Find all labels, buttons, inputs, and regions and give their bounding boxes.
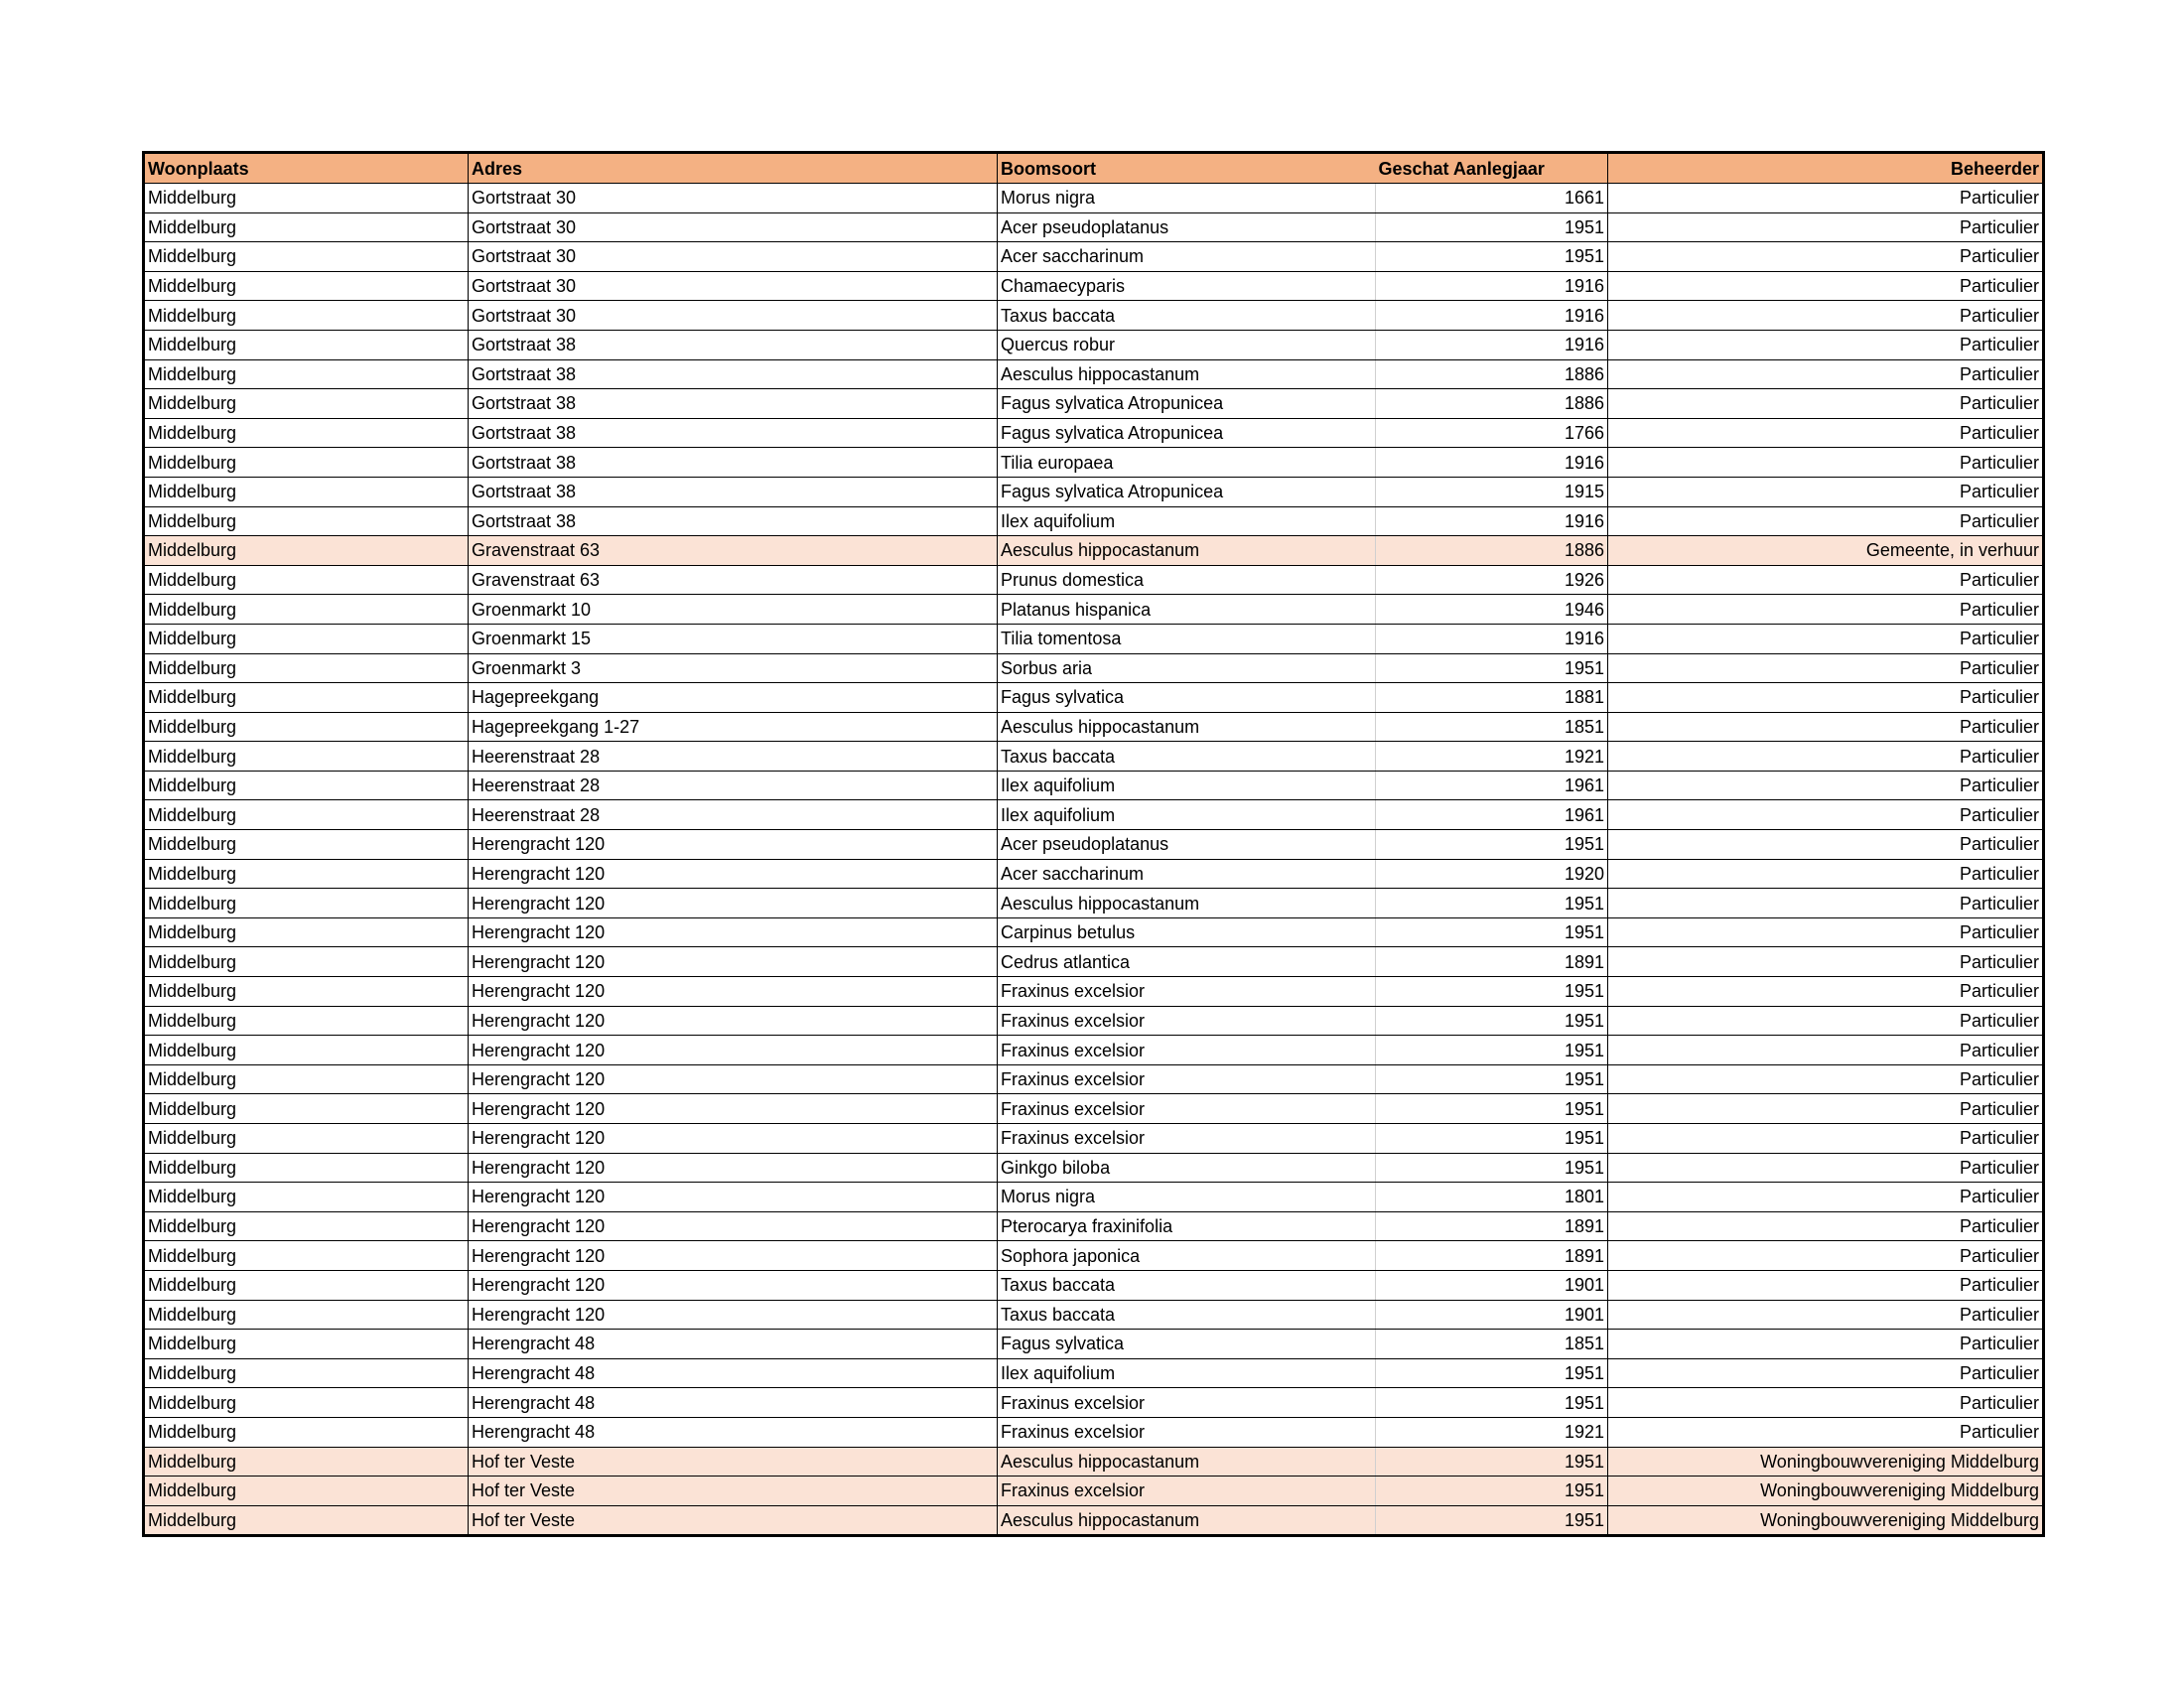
table-row <box>144 977 2044 1007</box>
aanlegjaar-cell: 1951 <box>1376 1477 1608 1506</box>
aanlegjaar-cell: 1951 <box>1376 653 1608 683</box>
aanlegjaar-cell: 1916 <box>1376 330 1608 359</box>
adres-cell: Gortstraat 38 <box>469 359 998 389</box>
adres-cell: Hof ter Veste <box>469 1447 998 1477</box>
adres-cell: Herengracht 120 <box>469 1006 998 1036</box>
boomsoort-cell: Taxus baccata <box>998 1270 1376 1300</box>
aanlegjaar-cell: 1916 <box>1376 301 1608 331</box>
beheerder-cell: Particulier <box>1608 242 2044 272</box>
woonplaats-cell: Middelburg <box>144 800 469 830</box>
adres-cell: Herengracht 120 <box>469 889 998 918</box>
adres-cell: Hof ter Veste <box>469 1477 998 1506</box>
woonplaats-cell: Middelburg <box>144 1153 469 1183</box>
boomsoort-cell: Fagus sylvatica <box>998 1330 1376 1359</box>
woonplaats-cell: Middelburg <box>144 653 469 683</box>
boomsoort-cell: Sorbus aria <box>998 653 1376 683</box>
aanlegjaar-cell: 1951 <box>1376 1006 1608 1036</box>
aanlegjaar-cell: 1921 <box>1376 742 1608 772</box>
adres-cell: Gortstraat 38 <box>469 389 998 419</box>
table-row <box>144 301 2044 331</box>
aanlegjaar-cell: 1915 <box>1376 477 1608 506</box>
boomsoort-cell: Tilia europaea <box>998 448 1376 478</box>
beheerder-cell: Gemeente, in verhuur <box>1608 536 2044 566</box>
table-row <box>144 917 2044 947</box>
beheerder-cell: Particulier <box>1608 418 2044 448</box>
adres-cell: Hagepreekgang <box>469 683 998 713</box>
boomsoort-cell: Aesculus hippocastanum <box>998 712 1376 742</box>
table-row <box>144 1358 2044 1388</box>
beheerder-cell: Particulier <box>1608 624 2044 653</box>
woonplaats-cell: Middelburg <box>144 1006 469 1036</box>
beheerder-cell: Particulier <box>1608 889 2044 918</box>
adres-cell: Gortstraat 30 <box>469 271 998 301</box>
adres-cell: Gortstraat 30 <box>469 301 998 331</box>
boomsoort-cell: Morus nigra <box>998 1183 1376 1212</box>
aanlegjaar-cell: 1891 <box>1376 1211 1608 1241</box>
boomsoort-cell: Aesculus hippocastanum <box>998 536 1376 566</box>
boomsoort-cell: Aesculus hippocastanum <box>998 889 1376 918</box>
boomsoort-cell: Fraxinus excelsior <box>998 1417 1376 1447</box>
aanlegjaar-cell: 1951 <box>1376 1124 1608 1154</box>
aanlegjaar-cell: 1901 <box>1376 1300 1608 1330</box>
adres-cell: Heerenstraat 28 <box>469 800 998 830</box>
beheerder-cell: Particulier <box>1608 1006 2044 1036</box>
aanlegjaar-cell: 1951 <box>1376 242 1608 272</box>
woonplaats-cell: Middelburg <box>144 359 469 389</box>
beheerder-cell: Particulier <box>1608 1417 2044 1447</box>
boomsoort-cell: Taxus baccata <box>998 301 1376 331</box>
aanlegjaar-cell: 1951 <box>1376 1094 1608 1124</box>
adres-cell: Herengracht 120 <box>469 1183 998 1212</box>
beheerder-cell: Particulier <box>1608 800 2044 830</box>
header-woonplaats: Woonplaats <box>144 153 469 184</box>
adres-cell: Herengracht 120 <box>469 1270 998 1300</box>
table-row <box>144 947 2044 977</box>
beheerder-cell: Particulier <box>1608 742 2044 772</box>
woonplaats-cell: Middelburg <box>144 184 469 213</box>
adres-cell: Groenmarkt 10 <box>469 595 998 625</box>
table-row <box>144 1447 2044 1477</box>
table-row <box>144 1270 2044 1300</box>
aanlegjaar-cell: 1921 <box>1376 1417 1608 1447</box>
table-row <box>144 1300 2044 1330</box>
beheerder-cell: Particulier <box>1608 683 2044 713</box>
boomsoort-cell: Ilex aquifolium <box>998 800 1376 830</box>
woonplaats-cell: Middelburg <box>144 771 469 800</box>
table-row <box>144 800 2044 830</box>
boomsoort-cell: Acer saccharinum <box>998 859 1376 889</box>
table-row <box>144 1477 2044 1506</box>
woonplaats-cell: Middelburg <box>144 830 469 860</box>
header-row <box>144 153 2044 184</box>
beheerder-cell: Woningbouwvereniging Middelburg <box>1608 1447 2044 1477</box>
beheerder-cell: Particulier <box>1608 1124 2044 1154</box>
table-row <box>144 859 2044 889</box>
table-row <box>144 418 2044 448</box>
boomsoort-cell: Ilex aquifolium <box>998 771 1376 800</box>
adres-cell: Gortstraat 30 <box>469 184 998 213</box>
boomsoort-cell: Fraxinus excelsior <box>998 1094 1376 1124</box>
table-row <box>144 536 2044 566</box>
boomsoort-cell: Acer pseudoplatanus <box>998 830 1376 860</box>
table-row <box>144 1330 2044 1359</box>
adres-cell: Heerenstraat 28 <box>469 771 998 800</box>
aanlegjaar-cell: 1951 <box>1376 1036 1608 1065</box>
table-row <box>144 653 2044 683</box>
table-row <box>144 1505 2044 1536</box>
aanlegjaar-cell: 1961 <box>1376 800 1608 830</box>
adres-cell: Herengracht 120 <box>469 947 998 977</box>
woonplaats-cell: Middelburg <box>144 917 469 947</box>
aanlegjaar-cell: 1951 <box>1376 830 1608 860</box>
table-row <box>144 1241 2044 1271</box>
adres-cell: Herengracht 120 <box>469 1094 998 1124</box>
woonplaats-cell: Middelburg <box>144 477 469 506</box>
woonplaats-cell: Middelburg <box>144 1447 469 1477</box>
boomsoort-cell: Ilex aquifolium <box>998 506 1376 536</box>
boomsoort-cell: Tilia tomentosa <box>998 624 1376 653</box>
adres-cell: Hagepreekgang 1-27 <box>469 712 998 742</box>
beheerder-cell: Particulier <box>1608 301 2044 331</box>
beheerder-cell: Particulier <box>1608 859 2044 889</box>
adres-cell: Gortstraat 30 <box>469 212 998 242</box>
beheerder-cell: Particulier <box>1608 1241 2044 1271</box>
aanlegjaar-cell: 1951 <box>1376 1064 1608 1094</box>
adres-cell: Gortstraat 30 <box>469 242 998 272</box>
adres-cell: Gortstraat 38 <box>469 448 998 478</box>
aanlegjaar-cell: 1951 <box>1376 212 1608 242</box>
beheerder-cell: Particulier <box>1608 1153 2044 1183</box>
beheerder-cell: Particulier <box>1608 506 2044 536</box>
adres-cell: Herengracht 48 <box>469 1417 998 1447</box>
adres-cell: Herengracht 48 <box>469 1388 998 1418</box>
table-row <box>144 624 2044 653</box>
adres-cell: Gortstraat 38 <box>469 418 998 448</box>
boomsoort-cell: Pterocarya fraxinifolia <box>998 1211 1376 1241</box>
woonplaats-cell: Middelburg <box>144 418 469 448</box>
aanlegjaar-cell: 1951 <box>1376 1447 1608 1477</box>
beheerder-cell: Particulier <box>1608 448 2044 478</box>
aanlegjaar-cell: 1951 <box>1376 1358 1608 1388</box>
boomsoort-cell: Fraxinus excelsior <box>998 1036 1376 1065</box>
boomsoort-cell: Fagus sylvatica Atropunicea <box>998 389 1376 419</box>
table-row <box>144 830 2044 860</box>
beheerder-cell: Particulier <box>1608 1064 2044 1094</box>
aanlegjaar-cell: 1891 <box>1376 1241 1608 1271</box>
woonplaats-cell: Middelburg <box>144 1211 469 1241</box>
boomsoort-cell: Cedrus atlantica <box>998 947 1376 977</box>
woonplaats-cell: Middelburg <box>144 712 469 742</box>
aanlegjaar-cell: 1920 <box>1376 859 1608 889</box>
table-row <box>144 1064 2044 1094</box>
woonplaats-cell: Middelburg <box>144 977 469 1007</box>
boomsoort-cell: Ginkgo biloba <box>998 1153 1376 1183</box>
table-row <box>144 712 2044 742</box>
beheerder-cell: Particulier <box>1608 389 2044 419</box>
aanlegjaar-cell: 1926 <box>1376 565 1608 595</box>
woonplaats-cell: Middelburg <box>144 301 469 331</box>
boomsoort-cell: Fraxinus excelsior <box>998 1006 1376 1036</box>
beheerder-cell: Particulier <box>1608 1211 2044 1241</box>
woonplaats-cell: Middelburg <box>144 565 469 595</box>
beheerder-cell: Particulier <box>1608 565 2044 595</box>
woonplaats-cell: Middelburg <box>144 330 469 359</box>
woonplaats-cell: Middelburg <box>144 1358 469 1388</box>
boomsoort-cell: Quercus robur <box>998 330 1376 359</box>
woonplaats-cell: Middelburg <box>144 1388 469 1418</box>
woonplaats-cell: Middelburg <box>144 889 469 918</box>
table-row <box>144 742 2044 772</box>
boomsoort-cell: Morus nigra <box>998 184 1376 213</box>
woonplaats-cell: Middelburg <box>144 1241 469 1271</box>
beheerder-cell: Particulier <box>1608 1183 2044 1212</box>
beheerder-cell: Particulier <box>1608 1270 2044 1300</box>
beheerder-cell: Particulier <box>1608 1036 2044 1065</box>
woonplaats-cell: Middelburg <box>144 595 469 625</box>
table-row <box>144 683 2044 713</box>
woonplaats-cell: Middelburg <box>144 506 469 536</box>
woonplaats-cell: Middelburg <box>144 1124 469 1154</box>
adres-cell: Gortstraat 38 <box>469 330 998 359</box>
boomsoort-cell: Fraxinus excelsior <box>998 977 1376 1007</box>
table-row <box>144 1388 2044 1418</box>
header-adres: Adres <box>469 153 998 184</box>
woonplaats-cell: Middelburg <box>144 271 469 301</box>
aanlegjaar-cell: 1961 <box>1376 771 1608 800</box>
table-row <box>144 389 2044 419</box>
boomsoort-cell: Aesculus hippocastanum <box>998 1447 1376 1477</box>
aanlegjaar-cell: 1886 <box>1376 389 1608 419</box>
beheerder-cell: Particulier <box>1608 330 2044 359</box>
woonplaats-cell: Middelburg <box>144 683 469 713</box>
woonplaats-cell: Middelburg <box>144 624 469 653</box>
aanlegjaar-cell: 1946 <box>1376 595 1608 625</box>
table-row <box>144 1183 2044 1212</box>
aanlegjaar-cell: 1951 <box>1376 917 1608 947</box>
beheerder-cell: Particulier <box>1608 595 2044 625</box>
woonplaats-cell: Middelburg <box>144 1183 469 1212</box>
aanlegjaar-cell: 1886 <box>1376 536 1608 566</box>
tree-inventory-table <box>142 151 2045 1537</box>
aanlegjaar-cell: 1951 <box>1376 889 1608 918</box>
table-row <box>144 448 2044 478</box>
boomsoort-cell: Sophora japonica <box>998 1241 1376 1271</box>
adres-cell: Hof ter Veste <box>469 1505 998 1536</box>
woonplaats-cell: Middelburg <box>144 1064 469 1094</box>
table-row <box>144 1124 2044 1154</box>
woonplaats-cell: Middelburg <box>144 212 469 242</box>
aanlegjaar-cell: 1801 <box>1376 1183 1608 1212</box>
beheerder-cell: Particulier <box>1608 712 2044 742</box>
woonplaats-cell: Middelburg <box>144 536 469 566</box>
woonplaats-cell: Middelburg <box>144 242 469 272</box>
adres-cell: Herengracht 120 <box>469 977 998 1007</box>
adres-cell: Herengracht 120 <box>469 830 998 860</box>
woonplaats-cell: Middelburg <box>144 389 469 419</box>
aanlegjaar-cell: 1891 <box>1376 947 1608 977</box>
table-row <box>144 1211 2044 1241</box>
table-row <box>144 184 2044 213</box>
boomsoort-cell: Taxus baccata <box>998 742 1376 772</box>
beheerder-cell: Particulier <box>1608 917 2044 947</box>
table-row <box>144 595 2044 625</box>
header-boomsoort: Boomsoort <box>998 153 1376 184</box>
table-row <box>144 1417 2044 1447</box>
beheerder-cell: Particulier <box>1608 212 2044 242</box>
boomsoort-cell: Fagus sylvatica Atropunicea <box>998 418 1376 448</box>
adres-cell: Gortstraat 38 <box>469 477 998 506</box>
beheerder-cell: Particulier <box>1608 271 2044 301</box>
table-row <box>144 271 2044 301</box>
boomsoort-cell: Fagus sylvatica <box>998 683 1376 713</box>
woonplaats-cell: Middelburg <box>144 1417 469 1447</box>
boomsoort-cell: Fraxinus excelsior <box>998 1124 1376 1154</box>
aanlegjaar-cell: 1916 <box>1376 506 1608 536</box>
beheerder-cell: Particulier <box>1608 1300 2044 1330</box>
woonplaats-cell: Middelburg <box>144 1094 469 1124</box>
boomsoort-cell: Aesculus hippocastanum <box>998 359 1376 389</box>
aanlegjaar-cell: 1916 <box>1376 271 1608 301</box>
woonplaats-cell: Middelburg <box>144 859 469 889</box>
boomsoort-cell: Platanus hispanica <box>998 595 1376 625</box>
adres-cell: Herengracht 120 <box>469 917 998 947</box>
boomsoort-cell: Fraxinus excelsior <box>998 1477 1376 1506</box>
woonplaats-cell: Middelburg <box>144 1270 469 1300</box>
aanlegjaar-cell: 1766 <box>1376 418 1608 448</box>
aanlegjaar-cell: 1951 <box>1376 1388 1608 1418</box>
table-row <box>144 477 2044 506</box>
adres-cell: Heerenstraat 28 <box>469 742 998 772</box>
adres-cell: Herengracht 120 <box>469 859 998 889</box>
adres-cell: Herengracht 120 <box>469 1153 998 1183</box>
aanlegjaar-cell: 1886 <box>1376 359 1608 389</box>
table-row <box>144 359 2044 389</box>
header-beheerder: Beheerder <box>1608 153 2044 184</box>
aanlegjaar-cell: 1951 <box>1376 1153 1608 1183</box>
adres-cell: Herengracht 120 <box>469 1124 998 1154</box>
aanlegjaar-cell: 1951 <box>1376 977 1608 1007</box>
woonplaats-cell: Middelburg <box>144 448 469 478</box>
boomsoort-cell: Carpinus betulus <box>998 917 1376 947</box>
woonplaats-cell: Middelburg <box>144 1477 469 1506</box>
adres-cell: Herengracht 120 <box>469 1064 998 1094</box>
aanlegjaar-cell: 1661 <box>1376 184 1608 213</box>
beheerder-cell: Particulier <box>1608 1094 2044 1124</box>
header-geschat-aanlegjaar: Geschat Aanlegjaar <box>1376 153 1608 184</box>
beheerder-cell: Particulier <box>1608 947 2044 977</box>
boomsoort-cell: Acer pseudoplatanus <box>998 212 1376 242</box>
beheerder-cell: Particulier <box>1608 830 2044 860</box>
beheerder-cell: Particulier <box>1608 184 2044 213</box>
aanlegjaar-cell: 1916 <box>1376 624 1608 653</box>
adres-cell: Gravenstraat 63 <box>469 536 998 566</box>
table-row <box>144 242 2044 272</box>
aanlegjaar-cell: 1851 <box>1376 712 1608 742</box>
adres-cell: Gortstraat 38 <box>469 506 998 536</box>
table-row <box>144 1036 2044 1065</box>
aanlegjaar-cell: 1951 <box>1376 1505 1608 1536</box>
woonplaats-cell: Middelburg <box>144 947 469 977</box>
table-row <box>144 565 2044 595</box>
aanlegjaar-cell: 1851 <box>1376 1330 1608 1359</box>
beheerder-cell: Particulier <box>1608 1358 2044 1388</box>
table-row <box>144 506 2044 536</box>
woonplaats-cell: Middelburg <box>144 742 469 772</box>
beheerder-cell: Particulier <box>1608 477 2044 506</box>
beheerder-cell: Woningbouwvereniging Middelburg <box>1608 1477 2044 1506</box>
boomsoort-cell: Fagus sylvatica Atropunicea <box>998 477 1376 506</box>
table-row <box>144 212 2044 242</box>
woonplaats-cell: Middelburg <box>144 1036 469 1065</box>
beheerder-cell: Particulier <box>1608 359 2044 389</box>
boomsoort-cell: Chamaecyparis <box>998 271 1376 301</box>
boomsoort-cell: Ilex aquifolium <box>998 1358 1376 1388</box>
boomsoort-cell: Fraxinus excelsior <box>998 1388 1376 1418</box>
woonplaats-cell: Middelburg <box>144 1330 469 1359</box>
aanlegjaar-cell: 1901 <box>1376 1270 1608 1300</box>
table-row <box>144 1094 2044 1124</box>
table-row <box>144 1006 2044 1036</box>
adres-cell: Gravenstraat 63 <box>469 565 998 595</box>
adres-cell: Herengracht 48 <box>469 1358 998 1388</box>
beheerder-cell: Particulier <box>1608 771 2044 800</box>
beheerder-cell: Particulier <box>1608 653 2044 683</box>
boomsoort-cell: Taxus baccata <box>998 1300 1376 1330</box>
adres-cell: Herengracht 48 <box>469 1330 998 1359</box>
adres-cell: Herengracht 120 <box>469 1241 998 1271</box>
boomsoort-cell: Acer saccharinum <box>998 242 1376 272</box>
beheerder-cell: Woningbouwvereniging Middelburg <box>1608 1505 2044 1536</box>
beheerder-cell: Particulier <box>1608 1330 2044 1359</box>
table-row <box>144 1153 2044 1183</box>
beheerder-cell: Particulier <box>1608 977 2044 1007</box>
aanlegjaar-cell: 1916 <box>1376 448 1608 478</box>
adres-cell: Herengracht 120 <box>469 1211 998 1241</box>
beheerder-cell: Particulier <box>1608 1388 2044 1418</box>
table-row <box>144 330 2044 359</box>
woonplaats-cell: Middelburg <box>144 1505 469 1536</box>
boomsoort-cell: Prunus domestica <box>998 565 1376 595</box>
table-row <box>144 889 2044 918</box>
adres-cell: Groenmarkt 3 <box>469 653 998 683</box>
boomsoort-cell: Aesculus hippocastanum <box>998 1505 1376 1536</box>
adres-cell: Herengracht 120 <box>469 1300 998 1330</box>
adres-cell: Herengracht 120 <box>469 1036 998 1065</box>
boomsoort-cell: Fraxinus excelsior <box>998 1064 1376 1094</box>
table-body <box>144 184 2044 1536</box>
aanlegjaar-cell: 1881 <box>1376 683 1608 713</box>
woonplaats-cell: Middelburg <box>144 1300 469 1330</box>
adres-cell: Groenmarkt 15 <box>469 624 998 653</box>
table-row <box>144 771 2044 800</box>
